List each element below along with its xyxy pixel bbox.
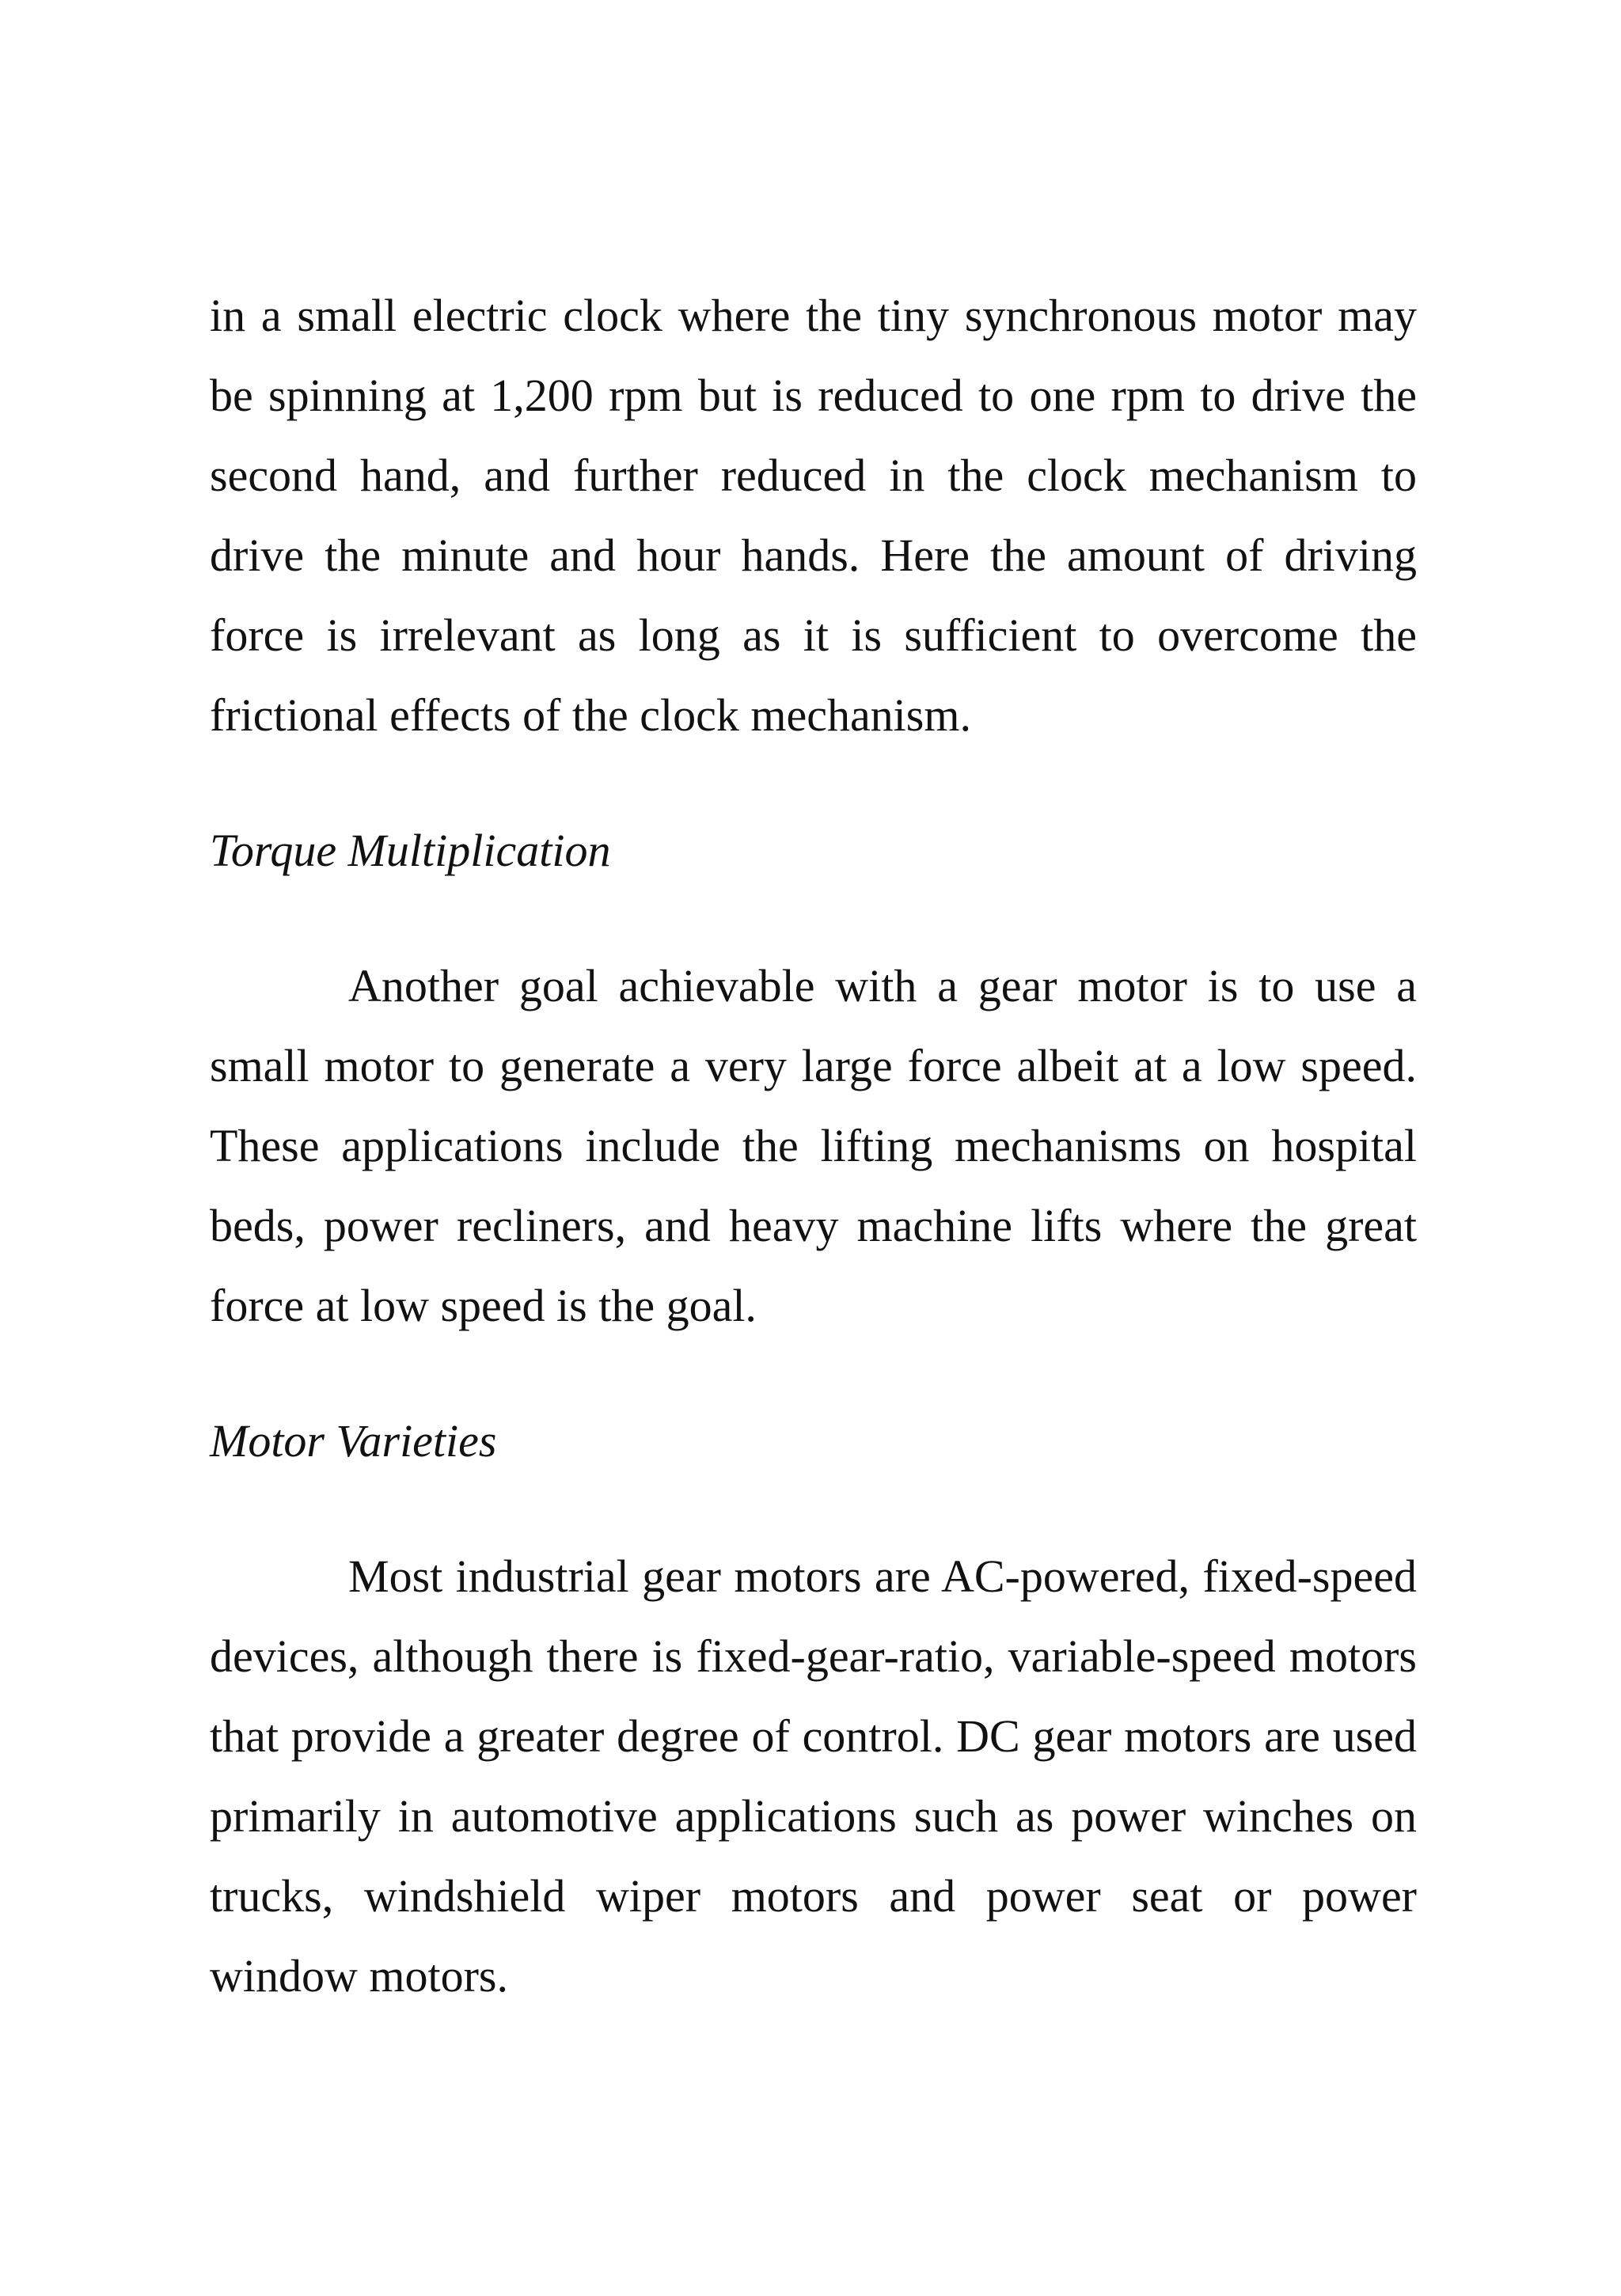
paragraph-torque-multiplication: Another goal achievable with a gear motor is to use a small motor to generate a very large force albeit at a low speed. These applications include the lifting mechanisms on hospital beds, power recliners, and heavy machine lifts where the great force at low speed is the goal. [210,960,1417,1331]
paragraph-clock-example: in a small electric clock where the tiny synchronous motor may be spinning at 1,200 rpm but is reduced to one rpm to drive the second hand, and further reduced in the clock mechanism to drive the minute and hour hands. Here the amount of driving force is irrelevant as long as it is sufficient to overcome the frictional effects of the clock mechanism. [210,290,1417,741]
paragraph-motor-varieties: Most industrial gear motors are AC-powered, fixed-speed devices, although there is fixed-gear-ratio, variable-speed motors that provide a greater degree of control. DC gear motors are used primarily in automotive applications such as power winches on trucks, windshield wiper motors and power seat or power window motors. [210,1550,1417,2002]
section-heading-motor-varieties: Motor Varieties [210,1415,497,1467]
document-body [210,275,1417,2016]
section-heading-torque-multiplication: Torque Multiplication [210,825,611,876]
